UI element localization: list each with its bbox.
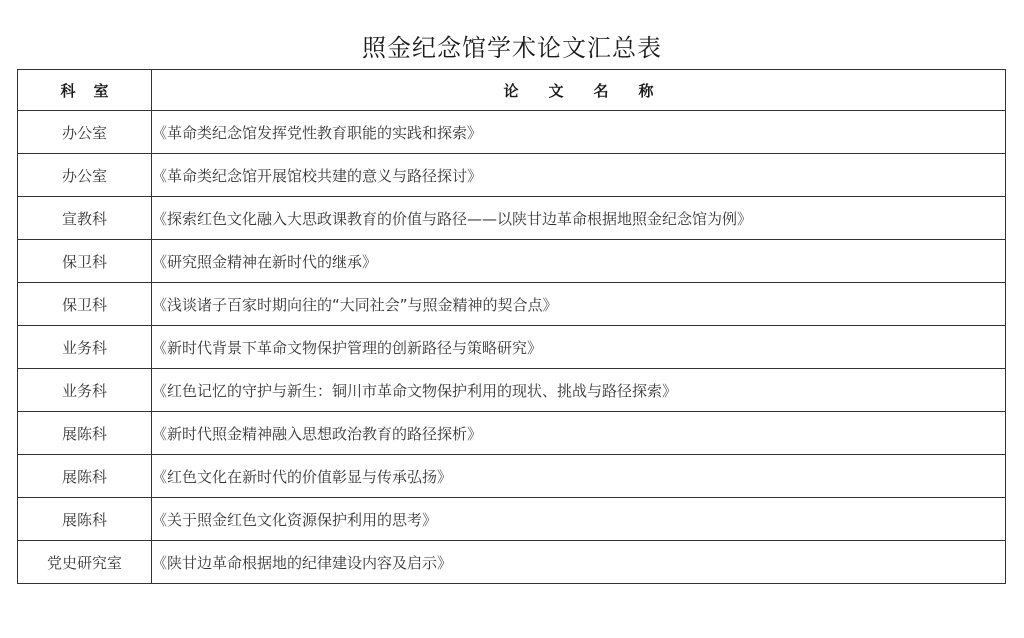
table-header bbox=[18, 70, 1006, 111]
paper-title-cell: 《新时代背景下革命文物保护管理的创新路径与策略研究》 bbox=[152, 326, 1006, 369]
table-row bbox=[18, 326, 1006, 369]
dept-cell: 业务科 bbox=[18, 369, 152, 412]
table-row bbox=[18, 412, 1006, 455]
table-row bbox=[18, 498, 1006, 541]
dept-cell: 业务科 bbox=[18, 326, 152, 369]
column-header-dept: 科室 bbox=[18, 70, 152, 111]
paper-title-cell: 《探索红色文化融入大思政课教育的价值与路径——以陕甘边革命根据地照金纪念馆为例》 bbox=[152, 197, 1006, 240]
paper-title-cell: 《关于照金红色文化资源保护利用的思考》 bbox=[152, 498, 1006, 541]
paper-title-cell: 《革命类纪念馆开展馆校共建的意义与路径探讨》 bbox=[152, 154, 1006, 197]
paper-title-cell: 《陕甘边革命根据地的纪律建设内容及启示》 bbox=[152, 541, 1006, 584]
table-row bbox=[18, 455, 1006, 498]
table-row bbox=[18, 111, 1006, 154]
paper-title-cell: 《革命类纪念馆发挥党性教育职能的实践和探索》 bbox=[152, 111, 1006, 154]
dept-cell: 宣教科 bbox=[18, 197, 152, 240]
table-row bbox=[18, 369, 1006, 412]
paper-title-cell: 《新时代照金精神融入思想政治教育的路径探析》 bbox=[152, 412, 1006, 455]
paper-title-cell: 《红色文化在新时代的价值彰显与传承弘扬》 bbox=[152, 455, 1006, 498]
table-body bbox=[18, 111, 1006, 584]
dept-cell: 展陈科 bbox=[18, 412, 152, 455]
table-row bbox=[18, 283, 1006, 326]
dept-cell: 保卫科 bbox=[18, 283, 152, 326]
table-row bbox=[18, 154, 1006, 197]
column-header-title: 论文名称 bbox=[152, 70, 1006, 111]
dept-cell: 展陈科 bbox=[18, 498, 152, 541]
dept-cell: 办公室 bbox=[18, 154, 152, 197]
header-row bbox=[18, 70, 1006, 111]
papers-table bbox=[17, 69, 1006, 584]
dept-cell: 保卫科 bbox=[18, 240, 152, 283]
table-row bbox=[18, 197, 1006, 240]
paper-title-cell: 《浅谈诸子百家时期向往的“大同社会”与照金精神的契合点》 bbox=[152, 283, 1006, 326]
paper-title-cell: 《研究照金精神在新时代的继承》 bbox=[152, 240, 1006, 283]
dept-cell: 党史研究室 bbox=[18, 541, 152, 584]
dept-cell: 展陈科 bbox=[18, 455, 152, 498]
dept-cell: 办公室 bbox=[18, 111, 152, 154]
table-row bbox=[18, 541, 1006, 584]
paper-title-cell: 《红色记忆的守护与新生：铜川市革命文物保护利用的现状、挑战与路径探索》 bbox=[152, 369, 1006, 412]
table-row bbox=[18, 240, 1006, 283]
page-title: 照金纪念馆学术论文汇总表 bbox=[362, 34, 662, 62]
